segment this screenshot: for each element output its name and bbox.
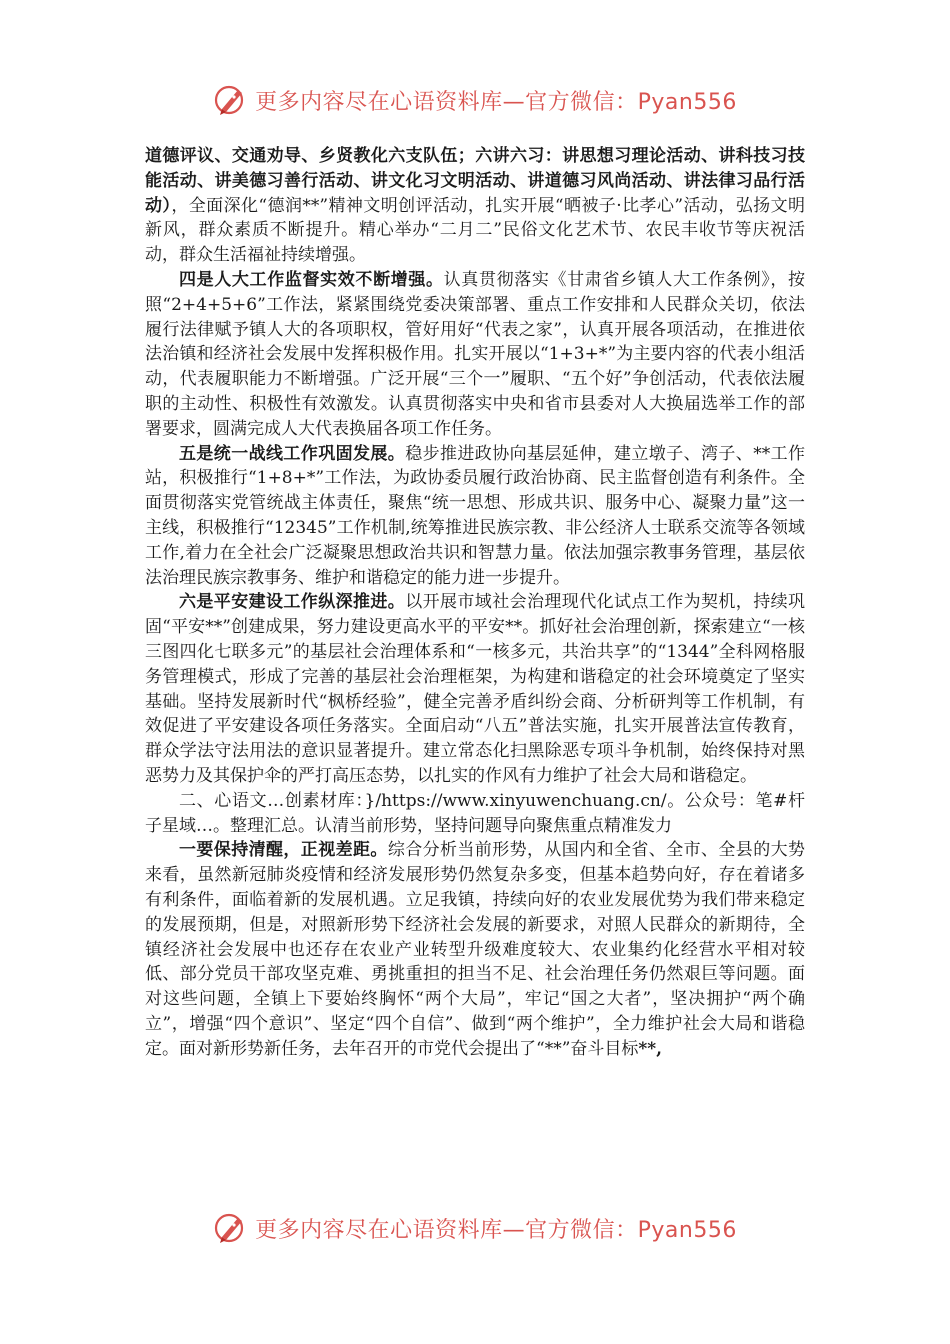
paragraph-4	[145, 590, 805, 788]
paragraph-text: 稳步推进政协向基层延伸，建立墩子、湾子、**工作站，积极推行“1+8+*”工作法，为政协委员履行政治协商、民主监督创造有利条件。全面贯彻落实党管统战主体责任，聚焦“统一思想、形成共识、服务中心、凝聚力量”这一主线，积极推行“12345”工作机制,统筹推进民族宗教、非公经济人士联系交流等各领域工作,着力在全社会广泛凝聚思想政治共识和智慧力量。依法加强宗教事务管理，基层依法治理民族宗教事务、维护和谐稳定的能力进一步提升。	[145, 443, 806, 588]
paragraph-2	[145, 268, 805, 442]
section-heading	[145, 789, 805, 839]
paragraph-text: 综合分析当前形势，从国内和全省、全市、全县的大势来看，虽然新冠肺炎疫情和经济发展形势仍然复杂多变，但基本趋势向好，存在着诸多有利条件，面临着新的发展机遇。立足我镇，持续向好的农业发展优势为我们带来稳定的发展预期，但是，对照新形势下经济社会发展的新要求，对照人民群众的新期待，全镇经济社会发展中也还存在农业产业转型升级难度较大、农业集约化经营水平相对较低、部分党员干部攻坚克难、勇挑重担的担当不足、社会治理任务仍然艰巨等问题。面对这些问题，全镇上下要始终胸怀“两个大局”，牢记“国之大者”，坚决拥护“两个确立”，增强“四个意识”、坚定“四个自信”、做到“两个维护”，全力维护社会大局和谐稳定。面对新形势新任务，去年召开的市党代会提出了“**”奋斗目标	[145, 840, 806, 1059]
paragraph-3	[145, 442, 805, 591]
paragraph-lead: 四是人大工作监督实效不断增强。	[179, 269, 444, 290]
paragraph-lead: 五是统一战线工作巩固发展。	[179, 443, 406, 464]
paragraph-6	[145, 838, 805, 1061]
paragraph-lead: 一要保持清醒，正视差距。	[179, 840, 388, 861]
header-banner	[0, 78, 950, 122]
paragraph-1	[145, 144, 805, 268]
document-body	[145, 144, 805, 1061]
paragraph-text: 认真贯彻落实《甘肃省乡镇人大工作条例》，按照“2+4+5+6”工作法，紧紧围绕党委决策部署、重点工作安排和人民群众关切，依法履行法律赋予镇人大的各项职权，管好用好“代表之家”，认真开展各项活动，在推进依法治镇和经济社会发展中发挥积极作用。扎实开展以“1+3+*”为主要内容的代表小组活动，代表履职能力不断增强。广泛开展“三个一”履职、“五个好”争创活动，代表依法履职的主动性、积极性有效激发。认真贯彻落实中央和省市县委对人大换届选举工作的部署要求，圆满完成人大代表换届各项工作任务。	[145, 269, 806, 439]
pen-nib-logo-icon	[213, 1210, 249, 1246]
paragraph-lead: 六是平安建设工作纵深推进。	[179, 592, 406, 613]
paragraph-text: ，全面深化“德润**”精神文明创评活动，扎实开展“晒被子·比孝心”活动，弘扬文明新风，群众素质不断提升。精心举办“二月二”民俗文化艺术节、农民丰收节等庆祝活动，群众生活福祉持续增强。	[145, 195, 806, 266]
pen-nib-logo-icon	[213, 82, 249, 118]
paragraph-text: 二、心语文…创素材库：}/https://www.xinyuwenchuang.cn/。公众号：笔#杆子星域…。整理汇总。认清当前形势，坚持问题导向聚焦重点精准发力	[145, 790, 805, 836]
paragraph-lead: 道德评议、交通劝导、乡贤教化六支队伍；六讲六习：讲思想习理论活动、讲科技习技能活动、讲美德习善行活动、讲文化习文明活动、讲道德习风尚活动、讲法律习品行活动）	[145, 146, 805, 216]
banner-text: 更多内容尽在心语资料库—官方微信：Pyan556	[255, 89, 737, 115]
paragraph-tail: **,	[638, 1038, 663, 1059]
banner-text: 更多内容尽在心语资料库—官方微信：Pyan556	[255, 1217, 737, 1243]
footer-banner	[0, 1206, 950, 1250]
paragraph-text: 以开展市域社会治理现代化试点工作为契机，持续巩固“平安**”创建成果，努力建设更高水平的平安**。抓好社会治理创新，探索建立“一核三图四化七联多元”的基层社会治理体系和“一核多元，共治共享”的“1344”全科网格服务管理模式，形成了完善的基层社会治理框架，为构建和谐稳定的社会环境奠定了坚实基础。坚持发展新时代“枫桥经验”，健全完善矛盾纠纷会商、分析研判等工作机制，有效促进了平安建设各项任务落实。全面启动“八五”普法实施，扎实开展普法宣传教育，群众学法守法用法的意识显著提升。建立常态化扫黑除恶专项斗争机制，始终保持对黑恶势力及其保护伞的严打高压态势，以扎实的作风有力维护了社会大局和谐稳定。	[145, 592, 806, 786]
